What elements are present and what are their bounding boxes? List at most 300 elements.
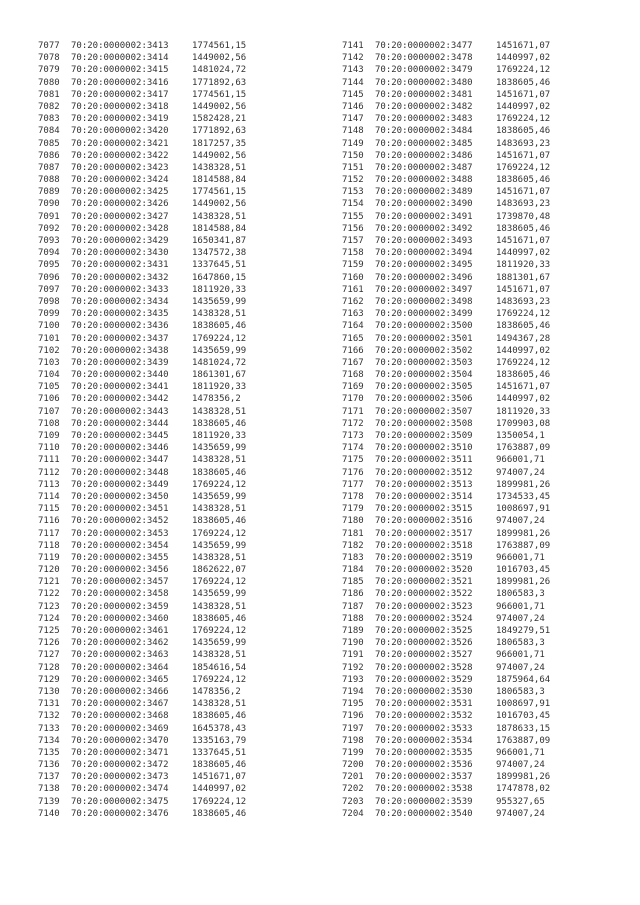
record-row [342, 686, 586, 698]
cadastral-number: 70:20:0000002:3454 [71, 540, 169, 551]
cadastral-value: 1647860,15 [192, 272, 247, 283]
cadastral-number: 70:20:0000002:3530 [375, 686, 473, 697]
cadastral-value: 966001,71 [496, 552, 545, 563]
record-row [342, 649, 586, 661]
record-row [38, 588, 282, 600]
row-number: 7114 [38, 491, 60, 502]
record-row [342, 418, 586, 430]
row-number: 7150 [342, 150, 364, 161]
row-number: 7188 [342, 613, 364, 624]
row-number: 7121 [38, 577, 60, 588]
cadastral-number: 70:20:0000002:3524 [375, 613, 473, 624]
cadastral-value: 1438328,51 [192, 162, 247, 173]
cadastral-value: 1451671,07 [496, 41, 551, 51]
record-row [38, 686, 282, 698]
row-number: 7100 [38, 321, 60, 332]
row-number: 7168 [342, 370, 364, 381]
record-row [38, 564, 282, 576]
record-row [342, 284, 586, 296]
record-row [38, 698, 282, 710]
cadastral-value: 1478356,2 [192, 686, 241, 697]
cadastral-value: 1814588,84 [192, 223, 247, 234]
row-number: 7097 [38, 284, 60, 295]
row-number: 7180 [342, 516, 364, 527]
cadastral-value: 1899981,26 [496, 528, 551, 539]
cadastral-number: 70:20:0000002:3455 [71, 552, 169, 563]
cadastral-number: 70:20:0000002:3528 [375, 662, 473, 673]
cadastral-number: 70:20:0000002:3441 [71, 382, 169, 393]
cadastral-value: 1811920,33 [192, 382, 247, 393]
row-number: 7133 [38, 723, 60, 734]
cadastral-value: 1449002,56 [192, 101, 247, 112]
cadastral-number: 70:20:0000002:3463 [71, 650, 169, 661]
cadastral-number: 70:20:0000002:3477 [375, 41, 473, 51]
record-row [38, 198, 282, 210]
cadastral-value: 1769224,12 [192, 626, 247, 636]
cadastral-value: 1771892,63 [192, 77, 247, 88]
row-number: 7182 [342, 540, 364, 551]
cadastral-number: 70:20:0000002:3461 [71, 626, 169, 636]
row-number: 7161 [342, 284, 364, 295]
row-number: 7079 [38, 65, 60, 76]
cadastral-value: 1451671,07 [496, 89, 551, 100]
cadastral-number: 70:20:0000002:3515 [375, 504, 473, 515]
cadastral-number: 70:20:0000002:3418 [71, 101, 169, 112]
record-row [342, 503, 586, 515]
record-row [38, 162, 282, 174]
cadastral-value: 974007,24 [496, 613, 545, 624]
cadastral-number: 70:20:0000002:3532 [375, 711, 473, 722]
cadastral-value: 1440997,02 [496, 248, 551, 259]
cadastral-number: 70:20:0000002:3516 [375, 516, 473, 527]
cadastral-value: 1438328,51 [192, 455, 247, 466]
record-row [342, 381, 586, 393]
record-row [38, 357, 282, 369]
row-number: 7131 [38, 699, 60, 710]
cadastral-number: 70:20:0000002:3480 [375, 77, 473, 88]
cadastral-number: 70:20:0000002:3472 [71, 760, 169, 771]
cadastral-value: 1811920,33 [192, 431, 247, 441]
row-number: 7109 [38, 431, 60, 441]
cadastral-number: 70:20:0000002:3505 [375, 382, 473, 393]
cadastral-number: 70:20:0000002:3442 [71, 394, 169, 405]
cadastral-number: 70:20:0000002:3450 [71, 491, 169, 502]
row-number: 7106 [38, 394, 60, 405]
cadastral-number: 70:20:0000002:3432 [71, 272, 169, 283]
cadastral-value: 1494367,28 [496, 333, 551, 344]
row-number: 7122 [38, 589, 60, 600]
row-number: 7098 [38, 296, 60, 307]
record-row [342, 540, 586, 552]
record-row [342, 125, 586, 137]
cadastral-value: 1875964,64 [496, 674, 551, 685]
cadastral-value: 1449002,56 [192, 199, 247, 210]
row-number: 7177 [342, 479, 364, 490]
cadastral-value: 1838605,46 [192, 613, 247, 624]
record-row [38, 369, 282, 381]
cadastral-number: 70:20:0000002:3508 [375, 418, 473, 429]
row-number: 7157 [342, 236, 364, 246]
record-row [342, 101, 586, 113]
cadastral-number: 70:20:0000002:3431 [71, 260, 169, 271]
cadastral-number: 70:20:0000002:3481 [375, 89, 473, 100]
row-number: 7120 [38, 565, 60, 576]
record-row [342, 808, 586, 820]
record-row [38, 576, 282, 588]
cadastral-value: 1806583,3 [496, 686, 545, 697]
record-row [342, 454, 586, 466]
record-row [342, 64, 586, 76]
cadastral-value: 1435659,99 [192, 443, 247, 454]
record-row [342, 698, 586, 710]
cadastral-number: 70:20:0000002:3533 [375, 723, 473, 734]
cadastral-number: 70:20:0000002:3440 [71, 370, 169, 381]
row-number: 7077 [38, 41, 60, 51]
cadastral-number: 70:20:0000002:3486 [375, 150, 473, 161]
cadastral-number: 70:20:0000002:3492 [375, 223, 473, 234]
record-row [38, 223, 282, 235]
row-number: 7108 [38, 418, 60, 429]
cadastral-number: 70:20:0000002:3482 [375, 101, 473, 112]
record-row [38, 247, 282, 259]
row-number: 7082 [38, 101, 60, 112]
row-number: 7162 [342, 296, 364, 307]
row-number: 7173 [342, 431, 364, 441]
cadastral-value: 1709903,08 [496, 418, 551, 429]
row-number: 7118 [38, 540, 60, 551]
row-number: 7101 [38, 333, 60, 344]
record-row [342, 613, 586, 625]
cadastral-number: 70:20:0000002:3429 [71, 236, 169, 246]
record-row [38, 454, 282, 466]
cadastral-value: 1811920,33 [192, 284, 247, 295]
row-number: 7199 [342, 747, 364, 758]
row-number: 7195 [342, 699, 364, 710]
row-number: 7176 [342, 467, 364, 478]
cadastral-value: 1881301,67 [496, 272, 551, 283]
record-row [38, 808, 282, 820]
cadastral-value: 1478356,2 [192, 394, 241, 405]
row-number: 7143 [342, 65, 364, 76]
record-row [342, 796, 586, 808]
row-number: 7087 [38, 162, 60, 173]
row-number: 7085 [38, 138, 60, 149]
row-number: 7078 [38, 53, 60, 64]
row-number: 7148 [342, 126, 364, 137]
row-number: 7197 [342, 723, 364, 734]
row-number: 7175 [342, 455, 364, 466]
row-number: 7151 [342, 162, 364, 173]
record-row [38, 308, 282, 320]
cadastral-number: 70:20:0000002:3489 [375, 187, 473, 198]
cadastral-number: 70:20:0000002:3502 [375, 345, 473, 356]
cadastral-value: 1483693,23 [496, 138, 551, 149]
cadastral-value: 966001,71 [496, 601, 545, 612]
cadastral-number: 70:20:0000002:3447 [71, 455, 169, 466]
cadastral-number: 70:20:0000002:3513 [375, 479, 473, 490]
cadastral-value: 1838605,46 [496, 175, 551, 186]
row-number: 7174 [342, 443, 364, 454]
row-number: 7136 [38, 760, 60, 771]
cadastral-number: 70:20:0000002:3443 [71, 406, 169, 417]
record-row [38, 674, 282, 686]
cadastral-number: 70:20:0000002:3510 [375, 443, 473, 454]
cadastral-value: 1838605,46 [496, 223, 551, 234]
cadastral-number: 70:20:0000002:3534 [375, 735, 473, 746]
cadastral-number: 70:20:0000002:3419 [71, 114, 169, 125]
row-number: 7115 [38, 504, 60, 515]
record-row [38, 735, 282, 747]
cadastral-number: 70:20:0000002:3473 [71, 772, 169, 783]
cadastral-number: 70:20:0000002:3476 [71, 808, 169, 819]
record-row [38, 52, 282, 64]
record-row [342, 89, 586, 101]
cadastral-number: 70:20:0000002:3484 [375, 126, 473, 137]
cadastral-value: 1449002,56 [192, 150, 247, 161]
record-row [38, 174, 282, 186]
row-number: 7141 [342, 41, 364, 51]
cadastral-number: 70:20:0000002:3457 [71, 577, 169, 588]
cadastral-value: 1769224,12 [192, 577, 247, 588]
cadastral-number: 70:20:0000002:3475 [71, 796, 169, 807]
cadastral-number: 70:20:0000002:3511 [375, 455, 473, 466]
cadastral-value: 1451671,07 [496, 150, 551, 161]
record-row [342, 406, 586, 418]
row-number: 7095 [38, 260, 60, 271]
record-row [38, 381, 282, 393]
record-row [342, 272, 586, 284]
cadastral-value: 1769224,12 [192, 796, 247, 807]
row-number: 7144 [342, 77, 364, 88]
cadastral-number: 70:20:0000002:3538 [375, 784, 473, 795]
cadastral-value: 1435659,99 [192, 540, 247, 551]
cadastral-number: 70:20:0000002:3415 [71, 65, 169, 76]
row-number: 7127 [38, 650, 60, 661]
cadastral-number: 70:20:0000002:3449 [71, 479, 169, 490]
row-number: 7119 [38, 552, 60, 563]
record-row [342, 211, 586, 223]
cadastral-number: 70:20:0000002:3522 [375, 589, 473, 600]
cadastral-number: 70:20:0000002:3514 [375, 491, 473, 502]
record-row [38, 796, 282, 808]
cadastral-value: 1838605,46 [496, 77, 551, 88]
row-number: 7117 [38, 528, 60, 539]
cadastral-value: 1811920,33 [496, 406, 551, 417]
row-number: 7192 [342, 662, 364, 673]
row-number: 7145 [342, 89, 364, 100]
record-row [38, 540, 282, 552]
cadastral-number: 70:20:0000002:3426 [71, 199, 169, 210]
cadastral-number: 70:20:0000002:3498 [375, 296, 473, 307]
record-row [38, 393, 282, 405]
record-row [38, 479, 282, 491]
cadastral-value: 1861301,67 [192, 370, 247, 381]
cadastral-number: 70:20:0000002:3519 [375, 552, 473, 563]
record-row [38, 125, 282, 137]
row-number: 7201 [342, 772, 364, 783]
cadastral-value: 1771892,63 [192, 126, 247, 137]
cadastral-number: 70:20:0000002:3422 [71, 150, 169, 161]
cadastral-number: 70:20:0000002:3437 [71, 333, 169, 344]
cadastral-number: 70:20:0000002:3433 [71, 284, 169, 295]
row-number: 7139 [38, 796, 60, 807]
cadastral-value: 1769224,12 [496, 309, 551, 320]
cadastral-number: 70:20:0000002:3540 [375, 808, 473, 819]
row-number: 7185 [342, 577, 364, 588]
record-row [342, 296, 586, 308]
record-row [342, 601, 586, 613]
row-number: 7080 [38, 77, 60, 88]
cadastral-number: 70:20:0000002:3469 [71, 723, 169, 734]
row-number: 7123 [38, 601, 60, 612]
cadastral-value: 1440997,02 [496, 394, 551, 405]
cadastral-value: 1451671,07 [496, 382, 551, 393]
cadastral-number: 70:20:0000002:3491 [375, 211, 473, 222]
cadastral-number: 70:20:0000002:3417 [71, 89, 169, 100]
record-row [342, 345, 586, 357]
row-number: 7093 [38, 236, 60, 246]
row-number: 7183 [342, 552, 364, 563]
row-number: 7200 [342, 760, 364, 771]
cadastral-number: 70:20:0000002:3434 [71, 296, 169, 307]
cadastral-value: 1440997,02 [496, 53, 551, 64]
cadastral-number: 70:20:0000002:3446 [71, 443, 169, 454]
record-row [342, 637, 586, 649]
cadastral-value: 1774561,15 [192, 41, 247, 51]
cadastral-number: 70:20:0000002:3474 [71, 784, 169, 795]
record-row [342, 235, 586, 247]
cadastral-number: 70:20:0000002:3470 [71, 735, 169, 746]
cadastral-number: 70:20:0000002:3462 [71, 638, 169, 649]
row-number: 7202 [342, 784, 364, 795]
record-row [342, 174, 586, 186]
record-row [38, 662, 282, 674]
record-row [38, 771, 282, 783]
cadastral-value: 1016703,45 [496, 711, 551, 722]
cadastral-value: 1854616,54 [192, 662, 247, 673]
cadastral-number: 70:20:0000002:3496 [375, 272, 473, 283]
cadastral-value: 1650341,87 [192, 236, 247, 246]
record-row [38, 759, 282, 771]
row-number: 7113 [38, 479, 60, 490]
record-row [38, 138, 282, 150]
cadastral-value: 955327,65 [496, 796, 545, 807]
cadastral-number: 70:20:0000002:3416 [71, 77, 169, 88]
cadastral-number: 70:20:0000002:3503 [375, 357, 473, 368]
cadastral-number: 70:20:0000002:3420 [71, 126, 169, 137]
cadastral-number: 70:20:0000002:3490 [375, 199, 473, 210]
cadastral-value: 1862622,07 [192, 565, 247, 576]
record-row [342, 369, 586, 381]
cadastral-value: 1438328,51 [192, 211, 247, 222]
cadastral-value: 1347572,38 [192, 248, 247, 259]
record-row [342, 442, 586, 454]
row-number: 7156 [342, 223, 364, 234]
cadastral-number: 70:20:0000002:3435 [71, 309, 169, 320]
row-number: 7171 [342, 406, 364, 417]
cadastral-value: 974007,24 [496, 662, 545, 673]
record-row [342, 40, 586, 52]
record-row [38, 259, 282, 271]
record-row [342, 77, 586, 89]
cadastral-value: 1838605,46 [192, 418, 247, 429]
row-number: 7169 [342, 382, 364, 393]
cadastral-value: 1838605,46 [192, 321, 247, 332]
row-number: 7178 [342, 491, 364, 502]
cadastral-value: 1811920,33 [496, 260, 551, 271]
cadastral-value: 974007,24 [496, 467, 545, 478]
record-row [342, 430, 586, 442]
record-row [38, 211, 282, 223]
cadastral-number: 70:20:0000002:3423 [71, 162, 169, 173]
cadastral-value: 1451671,07 [192, 772, 247, 783]
cadastral-value: 1899981,26 [496, 772, 551, 783]
row-number: 7137 [38, 772, 60, 783]
record-row [342, 186, 586, 198]
record-row [342, 138, 586, 150]
cadastral-value: 1739870,48 [496, 211, 551, 222]
record-row [38, 345, 282, 357]
cadastral-number: 70:20:0000002:3521 [375, 577, 473, 588]
cadastral-number: 70:20:0000002:3507 [375, 406, 473, 417]
record-row [38, 284, 282, 296]
row-number: 7112 [38, 467, 60, 478]
cadastral-value: 1899981,26 [496, 577, 551, 588]
record-row [38, 101, 282, 113]
cadastral-value: 1451671,07 [496, 284, 551, 295]
cadastral-value: 1438328,51 [192, 699, 247, 710]
record-row [342, 735, 586, 747]
record-row [38, 406, 282, 418]
record-row [38, 723, 282, 735]
record-row [38, 710, 282, 722]
row-number: 7132 [38, 711, 60, 722]
cadastral-number: 70:20:0000002:3512 [375, 467, 473, 478]
row-number: 7152 [342, 175, 364, 186]
cadastral-value: 974007,24 [496, 760, 545, 771]
row-number: 7147 [342, 114, 364, 125]
cadastral-number: 70:20:0000002:3529 [375, 674, 473, 685]
record-row [38, 333, 282, 345]
cadastral-value: 1440997,02 [496, 345, 551, 356]
cadastral-value: 1008697,91 [496, 699, 551, 710]
cadastral-value: 966001,71 [496, 747, 545, 758]
cadastral-number: 70:20:0000002:3479 [375, 65, 473, 76]
cadastral-value: 1763887,09 [496, 735, 551, 746]
record-row [38, 637, 282, 649]
row-number: 7187 [342, 601, 364, 612]
row-number: 7111 [38, 455, 60, 466]
cadastral-number: 70:20:0000002:3465 [71, 674, 169, 685]
cadastral-value: 1838605,46 [192, 516, 247, 527]
cadastral-number: 70:20:0000002:3445 [71, 431, 169, 441]
row-number: 7096 [38, 272, 60, 283]
cadastral-value: 1838605,46 [496, 370, 551, 381]
row-number: 7203 [342, 796, 364, 807]
record-row [38, 77, 282, 89]
record-row [38, 503, 282, 515]
cadastral-value: 1435659,99 [192, 638, 247, 649]
cadastral-number: 70:20:0000002:3436 [71, 321, 169, 332]
cadastral-number: 70:20:0000002:3523 [375, 601, 473, 612]
record-row [38, 467, 282, 479]
cadastral-value: 1774561,15 [192, 187, 247, 198]
record-row [38, 186, 282, 198]
cadastral-value: 1449002,56 [192, 53, 247, 64]
record-row [38, 320, 282, 332]
cadastral-value: 1438328,51 [192, 309, 247, 320]
cadastral-value: 1438328,51 [192, 601, 247, 612]
